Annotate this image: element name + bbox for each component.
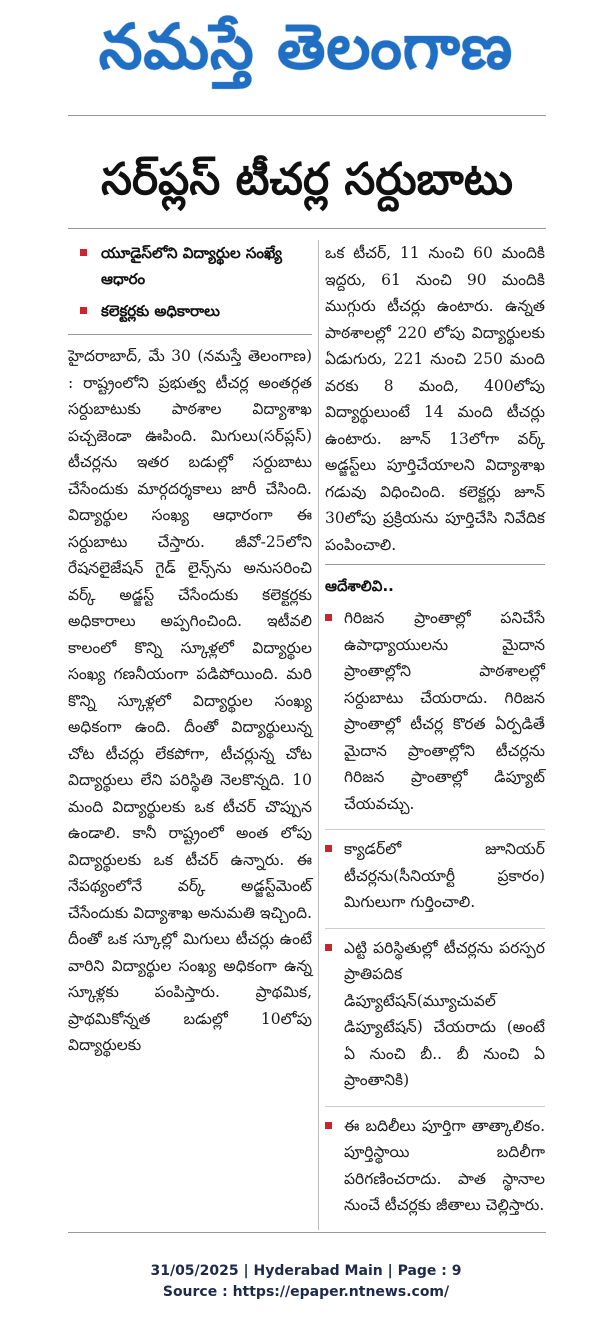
highlight-item — [68, 240, 312, 292]
article-headline: సర్‌ప్లస్ టీచర్ల సర్దుబాటు — [101, 154, 513, 205]
order-text: ఎట్టి పరిస్థితుల్లో టీచర్లను పరస్పర ప్రాతిపదిక డిప్యూటేషన్(మ్యూచువల్ డిప్యూటేషన్) చేయరాదు (అంటే ఏ నుంచి బీ.. బీ నుంచి ఏ ప్రాంతానికి) — [344, 938, 545, 1089]
masthead-logo: నమస్తే తెలంగాణ — [98, 10, 514, 83]
article-body-left: హైదరాబాద్, మే 30 (నమస్తే తెలంగాణ) : రాష్ట్రంలోని ప్రభుత్వ టీచర్ల అంతర్గత సర్దుబాటుకు పాఠశాల విద్యాశాఖ పచ్చజెండా ఊపింది. మిగులు(సర్‌ప్లస్) టీచర్లను ఇతర బడుల్లో సర్దుబాటు చేసేందుకు మార్గదర్శకాలు జారీ చేసింది. విద్యార్థుల సంఖ్య ఆధారంగా ఈ సర్దుబాటు చేస్తారు. జీవో-25లోని రేషనలైజేషన్ గైడ్ లైన్స్‌ను అనుసరించి వర్క్ అడ్జస్ట్ చేసేందుకు కలెక్టర్లకు అధికారాలు అప్పగించింది. ఇటీవలి కాలంలో కొన్ని స్కూళ్లలో విద్యార్థుల సంఖ్య గణనీయంగా పడిపోయింది. మరి కొన్ని స్కూళ్లలో విద్యార్థుల సంఖ్య అధికంగా ఉంది. దీంతో విద్యార్థులున్న చోట టీచర్లు లేకపోగా, టీచర్లున్న చోట విద్యార్థులు లేని పరిస్థితి నెలకొన్నది. 10 మంది విద్యార్థులకు ఒక టీచర్ చొప్పున ఉండాలి. కానీ రాష్ట్రంలో అంత లోపు విద్యార్థులకు ఒక టీచర్ ఉన్నారు. ఈ నేపథ్యంలోనే వర్క్ అడ్జస్ట్‌మెంట్ చేసేందుకు విద్యాశాఖ అనుమతి ఇచ్చింది. దీంతో ఒక స్కూల్లో మిగులు టీచర్లు ఉంటే వారిని విద్యార్థుల సంఖ్య అధికంగా ఉన్న స్కూళ్లకు పంపిస్తారు. ప్రాథమిక, ప్రాథమికోన్నత బడుల్లో 10లోపు విద్యార్థులకు — [68, 347, 312, 1054]
order-text: గిరిజన ప్రాంతాల్లో పనిచేసే ఉపాధ్యాయులను మైదాన ప్రాంతాల్లోని పాఠశాలల్లో సర్దుబాటు చేయరాదు. గిరిజన ప్రాంతాల్లో టీచర్ల కొరత ఏర్పడితే మైదాన ప్రాంతాల్లోని టీచర్లను గిరిజన ప్రాంతాల్లో డిప్యూట్ చేయవచ్చు. — [344, 609, 545, 813]
bullet-square-icon — [80, 307, 87, 314]
right-column — [325, 240, 545, 1231]
left-column — [68, 240, 312, 1059]
top-divider — [68, 115, 546, 116]
bullet-square-icon — [80, 249, 87, 256]
bullet-square-icon — [325, 845, 332, 852]
highlight-item — [68, 298, 312, 324]
orders-heading: ఆదేశాలివి.. — [325, 577, 394, 595]
order-text: క్యాడర్‌లో జూనియర్ టీచర్లను(సీనియార్టీ ప్రకారం) మిగులుగా గుర్తించాలి. — [344, 840, 545, 911]
bullet-square-icon — [325, 614, 332, 621]
source-link[interactable]: Source : https://epaper.ntnews.com/ — [162, 1284, 450, 1300]
highlights-divider — [68, 334, 312, 335]
order-item — [325, 928, 545, 1100]
article-body-right: ఒక టీచర్, 11 నుంచి 60 మందికి ఇద్దరు, 61 నుంచి 90 మందికి ముగ్గురు టీచర్లు ఉంటారు. ఉన్నత పాఠశాలల్లో 220 లోపు విద్యార్థులకు ఏడుగురు, 221 నుంచి 250 మంది వరకు 8 మంది, 400లోపు విద్యార్థులుంటే 14 మంది టీచర్లు ఉంటారు. జూన్ 13లోగా వర్క్ అడ్జస్ట్‌లు పూర్తిచేయాలని విద్యాశాఖ గడువు విధించింది. కలెక్టర్లు జూన్ 30లోపు ప్రక్రియను పూర్తిచేసి నివేదిక పంపించాలి. — [325, 244, 545, 554]
masthead — [0, 0, 612, 108]
order-item — [325, 605, 545, 823]
bullet-square-icon — [325, 1122, 332, 1129]
order-item — [325, 1106, 545, 1225]
highlights — [68, 240, 312, 324]
highlight-text: కలెక్టర్లకు అధికారాలు — [101, 302, 220, 320]
order-text: ఈ బదిలీలు పూర్తిగా తాత్కాలికం. పూర్తిస్థాయి బదిలీగా పరిగణించరాదు. పాత స్థానాల నుంచే టీచర్లకు జీతాలు చెల్లిస్తారు. — [344, 1116, 545, 1214]
order-item — [325, 829, 545, 922]
column-divider — [318, 240, 319, 1230]
highlight-text: యూడైస్‌లోని విద్యార్థుల సంఖ్యే ఆధారం — [101, 244, 282, 288]
bullet-square-icon — [325, 944, 332, 951]
headline-divider — [68, 228, 546, 229]
edition-info: 31/05/2025 | Hyderabad Main | Page : 9 — [150, 1263, 462, 1279]
footer-divider — [68, 1232, 546, 1233]
orders-divider — [325, 564, 545, 565]
